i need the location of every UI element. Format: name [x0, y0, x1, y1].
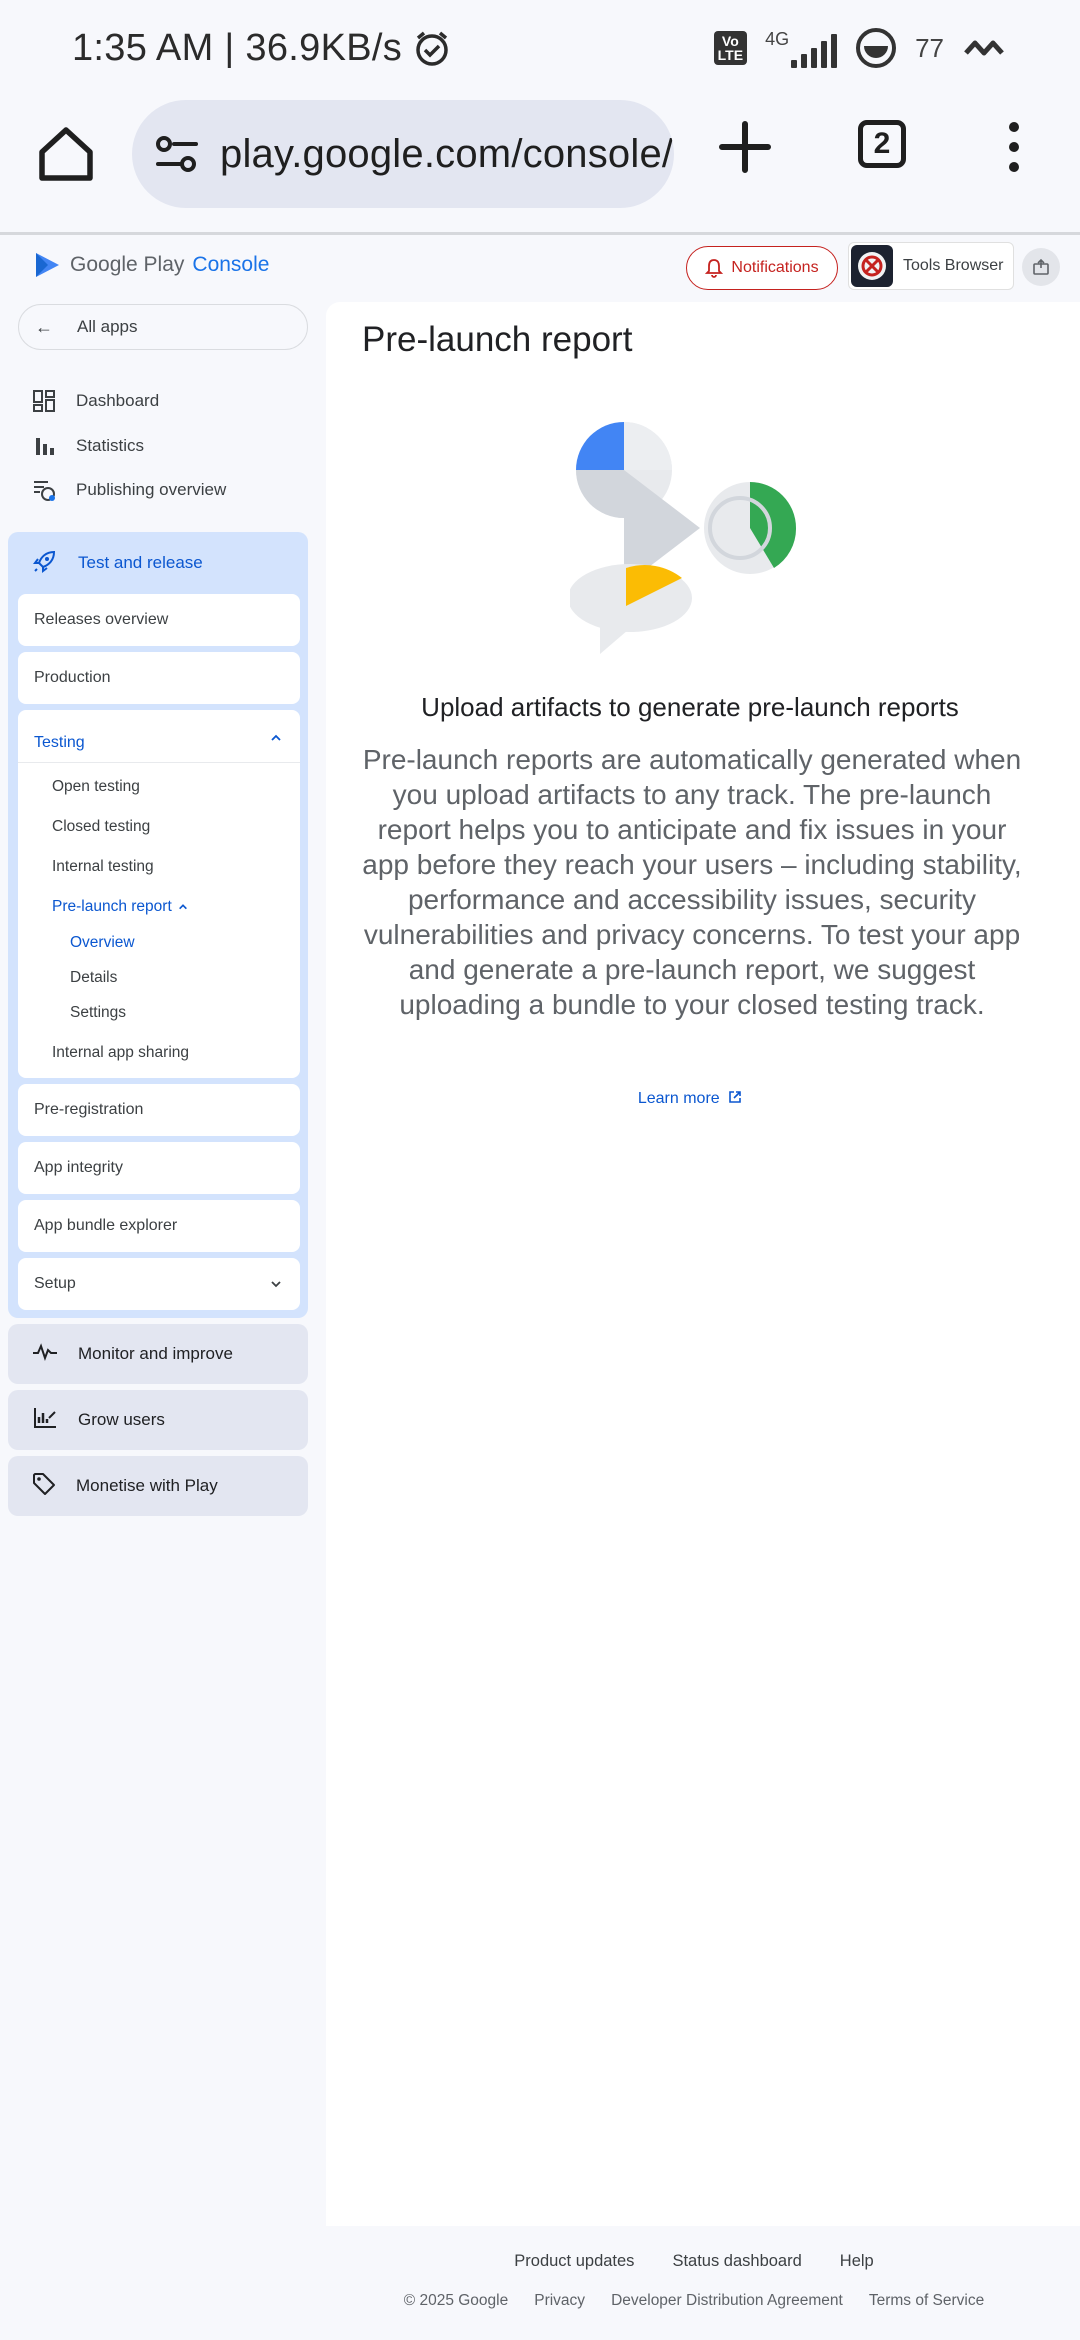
group-label: Grow users: [78, 1410, 165, 1429]
group-label: Monetise with Play: [76, 1476, 218, 1495]
status-bar: [0, 0, 1080, 96]
empty-state-title: Upload artifacts to generate pre-launch reports: [421, 692, 959, 722]
battery-saver-icon: [855, 27, 897, 69]
footer-link-status-dashboard[interactable]: Status dashboard: [672, 2252, 802, 2270]
data-activity-icon: [962, 33, 1008, 63]
open-in-new-icon: [728, 1090, 742, 1104]
notifications-button[interactable]: [686, 246, 838, 290]
page-title: Pre-launch report: [362, 320, 633, 359]
card-label: App bundle explorer: [34, 1217, 178, 1234]
card-label: Releases overview: [34, 611, 169, 628]
network-type: 4G: [765, 28, 790, 49]
rocket-icon: [32, 548, 58, 579]
footer-link-privacy[interactable]: Privacy: [534, 2292, 586, 2309]
sidebar-item-closed-testing[interactable]: Closed testing: [52, 818, 151, 835]
footer-link-terms[interactable]: Terms of Service: [868, 2292, 985, 2309]
new-tab-icon[interactable]: [718, 120, 772, 174]
browser-toolbar: [0, 96, 1080, 232]
notifications-label: Notifications: [731, 259, 819, 276]
empty-state-description: Pre-launch reports are automatically generated when you upload artifacts to any track. The pre-launch report helps you to anticipate and fix issues in your app before they reach your users – including stability, performance and accessibility issues, security vulnerabilities and privacy concerns. To test your app and generate a pre-launch report, we suggest uploading a bundle to your closed testing track.: [362, 744, 1022, 1020]
browser-menu-icon[interactable]: [1004, 122, 1024, 172]
sidebar-item-grow-users[interactable]: [8, 1390, 308, 1450]
play-logo-icon: [32, 250, 62, 280]
growth-icon: [32, 1406, 58, 1435]
tab-switcher-button[interactable]: 2: [858, 120, 906, 168]
sidebar-item-statistics[interactable]: [32, 431, 144, 461]
footer-link-help[interactable]: Help: [839, 2252, 874, 2270]
home-icon[interactable]: [36, 124, 96, 184]
sidebar-item-test-and-release[interactable]: [32, 548, 203, 578]
logo-text: Google Play: [70, 253, 185, 276]
toolbar-divider: [0, 232, 1080, 235]
footer-link-dda[interactable]: Developer Distribution Agreement: [611, 2292, 843, 2309]
time-network-speed: 1:35 AM | 36.9KB/s: [72, 26, 403, 69]
alarm-icon: [412, 28, 452, 68]
app-icon: [851, 245, 893, 287]
sidebar-item-testing[interactable]: [18, 710, 300, 1078]
app-selector[interactable]: [848, 242, 1014, 290]
footer-link-product-updates[interactable]: Product updates: [514, 2252, 635, 2270]
card-label: Setup: [34, 1275, 76, 1292]
console-header: [0, 236, 1080, 300]
sidebar-item-internal-testing[interactable]: Internal testing: [52, 858, 154, 875]
sidebar-item-monitor-and-improve[interactable]: [8, 1324, 308, 1384]
test-and-release-label: Test and release: [78, 553, 203, 572]
footer-links: [0, 2252, 1080, 2271]
card-label: App integrity: [34, 1159, 123, 1176]
sidebar-item-overview[interactable]: Overview: [70, 934, 135, 951]
all-apps-label: All apps: [77, 317, 138, 336]
card-label: Production: [34, 669, 111, 686]
testing-divider: [18, 762, 300, 763]
all-apps-button[interactable]: [18, 304, 308, 350]
publishing-icon: [32, 478, 56, 502]
sidebar-item-app-bundle-explorer[interactable]: [18, 1200, 300, 1252]
group-label: Monitor and improve: [78, 1344, 233, 1363]
address-bar[interactable]: [132, 100, 674, 208]
bell-icon: [705, 258, 723, 278]
pre-launch-illustration: [570, 418, 810, 658]
sidebar-item-monetise-with-play[interactable]: [8, 1456, 308, 1516]
sidebar-item-open-testing[interactable]: Open testing: [52, 778, 140, 795]
sidebar-item-pre-registration[interactable]: [18, 1084, 300, 1136]
chevron-up-icon: [178, 902, 188, 912]
signal-icon: [791, 34, 837, 68]
tag-icon: [32, 1472, 56, 1501]
sidebar-item-internal-app-sharing[interactable]: Internal app sharing: [52, 1044, 190, 1061]
learn-more-link[interactable]: [326, 1090, 1054, 1108]
play-console-logo[interactable]: [32, 250, 269, 280]
sidebar-item-publishing-overview[interactable]: [32, 475, 226, 505]
learn-more-label: Learn more: [637, 1090, 720, 1107]
footer-legal: [0, 2292, 1080, 2310]
sidebar-item-pre-launch-report[interactable]: [52, 898, 188, 916]
sidebar-item-settings[interactable]: Settings: [70, 1004, 127, 1021]
copyright: © 2025 Google: [403, 2292, 509, 2309]
site-settings-icon[interactable]: [154, 134, 200, 174]
testing-label[interactable]: Testing: [34, 734, 85, 751]
sidebar-item-setup[interactable]: [18, 1258, 300, 1310]
url-text[interactable]: play.google.com/console/: [220, 131, 674, 176]
sidebar-item-label: Dashboard: [76, 391, 160, 410]
dashboard-icon: [32, 389, 56, 413]
pre-launch-label: Pre-launch report: [52, 898, 172, 915]
sidebar-item-dashboard[interactable]: [32, 386, 159, 416]
volte-icon: Vo LTE: [714, 31, 747, 65]
sidebar-item-production[interactable]: [18, 652, 300, 704]
sidebar-item-label: Publishing overview: [76, 480, 227, 499]
vitals-icon: [32, 1341, 58, 1368]
share-icon[interactable]: [1022, 248, 1060, 286]
back-arrow-icon: ←: [35, 316, 53, 337]
status-right: [714, 27, 1008, 69]
test-and-release-section: [8, 532, 308, 1318]
chevron-down-icon[interactable]: [270, 1278, 282, 1290]
bar-chart-icon: [32, 434, 56, 458]
chevron-up-icon[interactable]: [270, 732, 282, 744]
sidebar-item-details[interactable]: Details: [70, 969, 118, 986]
card-label: Pre-registration: [34, 1101, 144, 1118]
status-left: [72, 27, 452, 70]
battery-level: 77: [915, 32, 944, 63]
app-name: Tools Browser: [903, 257, 1004, 274]
main-content: [326, 302, 1080, 2226]
sidebar-item-app-integrity[interactable]: [18, 1142, 300, 1194]
sidebar-item-releases-overview[interactable]: [18, 594, 300, 646]
sidebar-item-label: Statistics: [76, 436, 145, 455]
logo-text-accent: Console: [192, 253, 270, 276]
